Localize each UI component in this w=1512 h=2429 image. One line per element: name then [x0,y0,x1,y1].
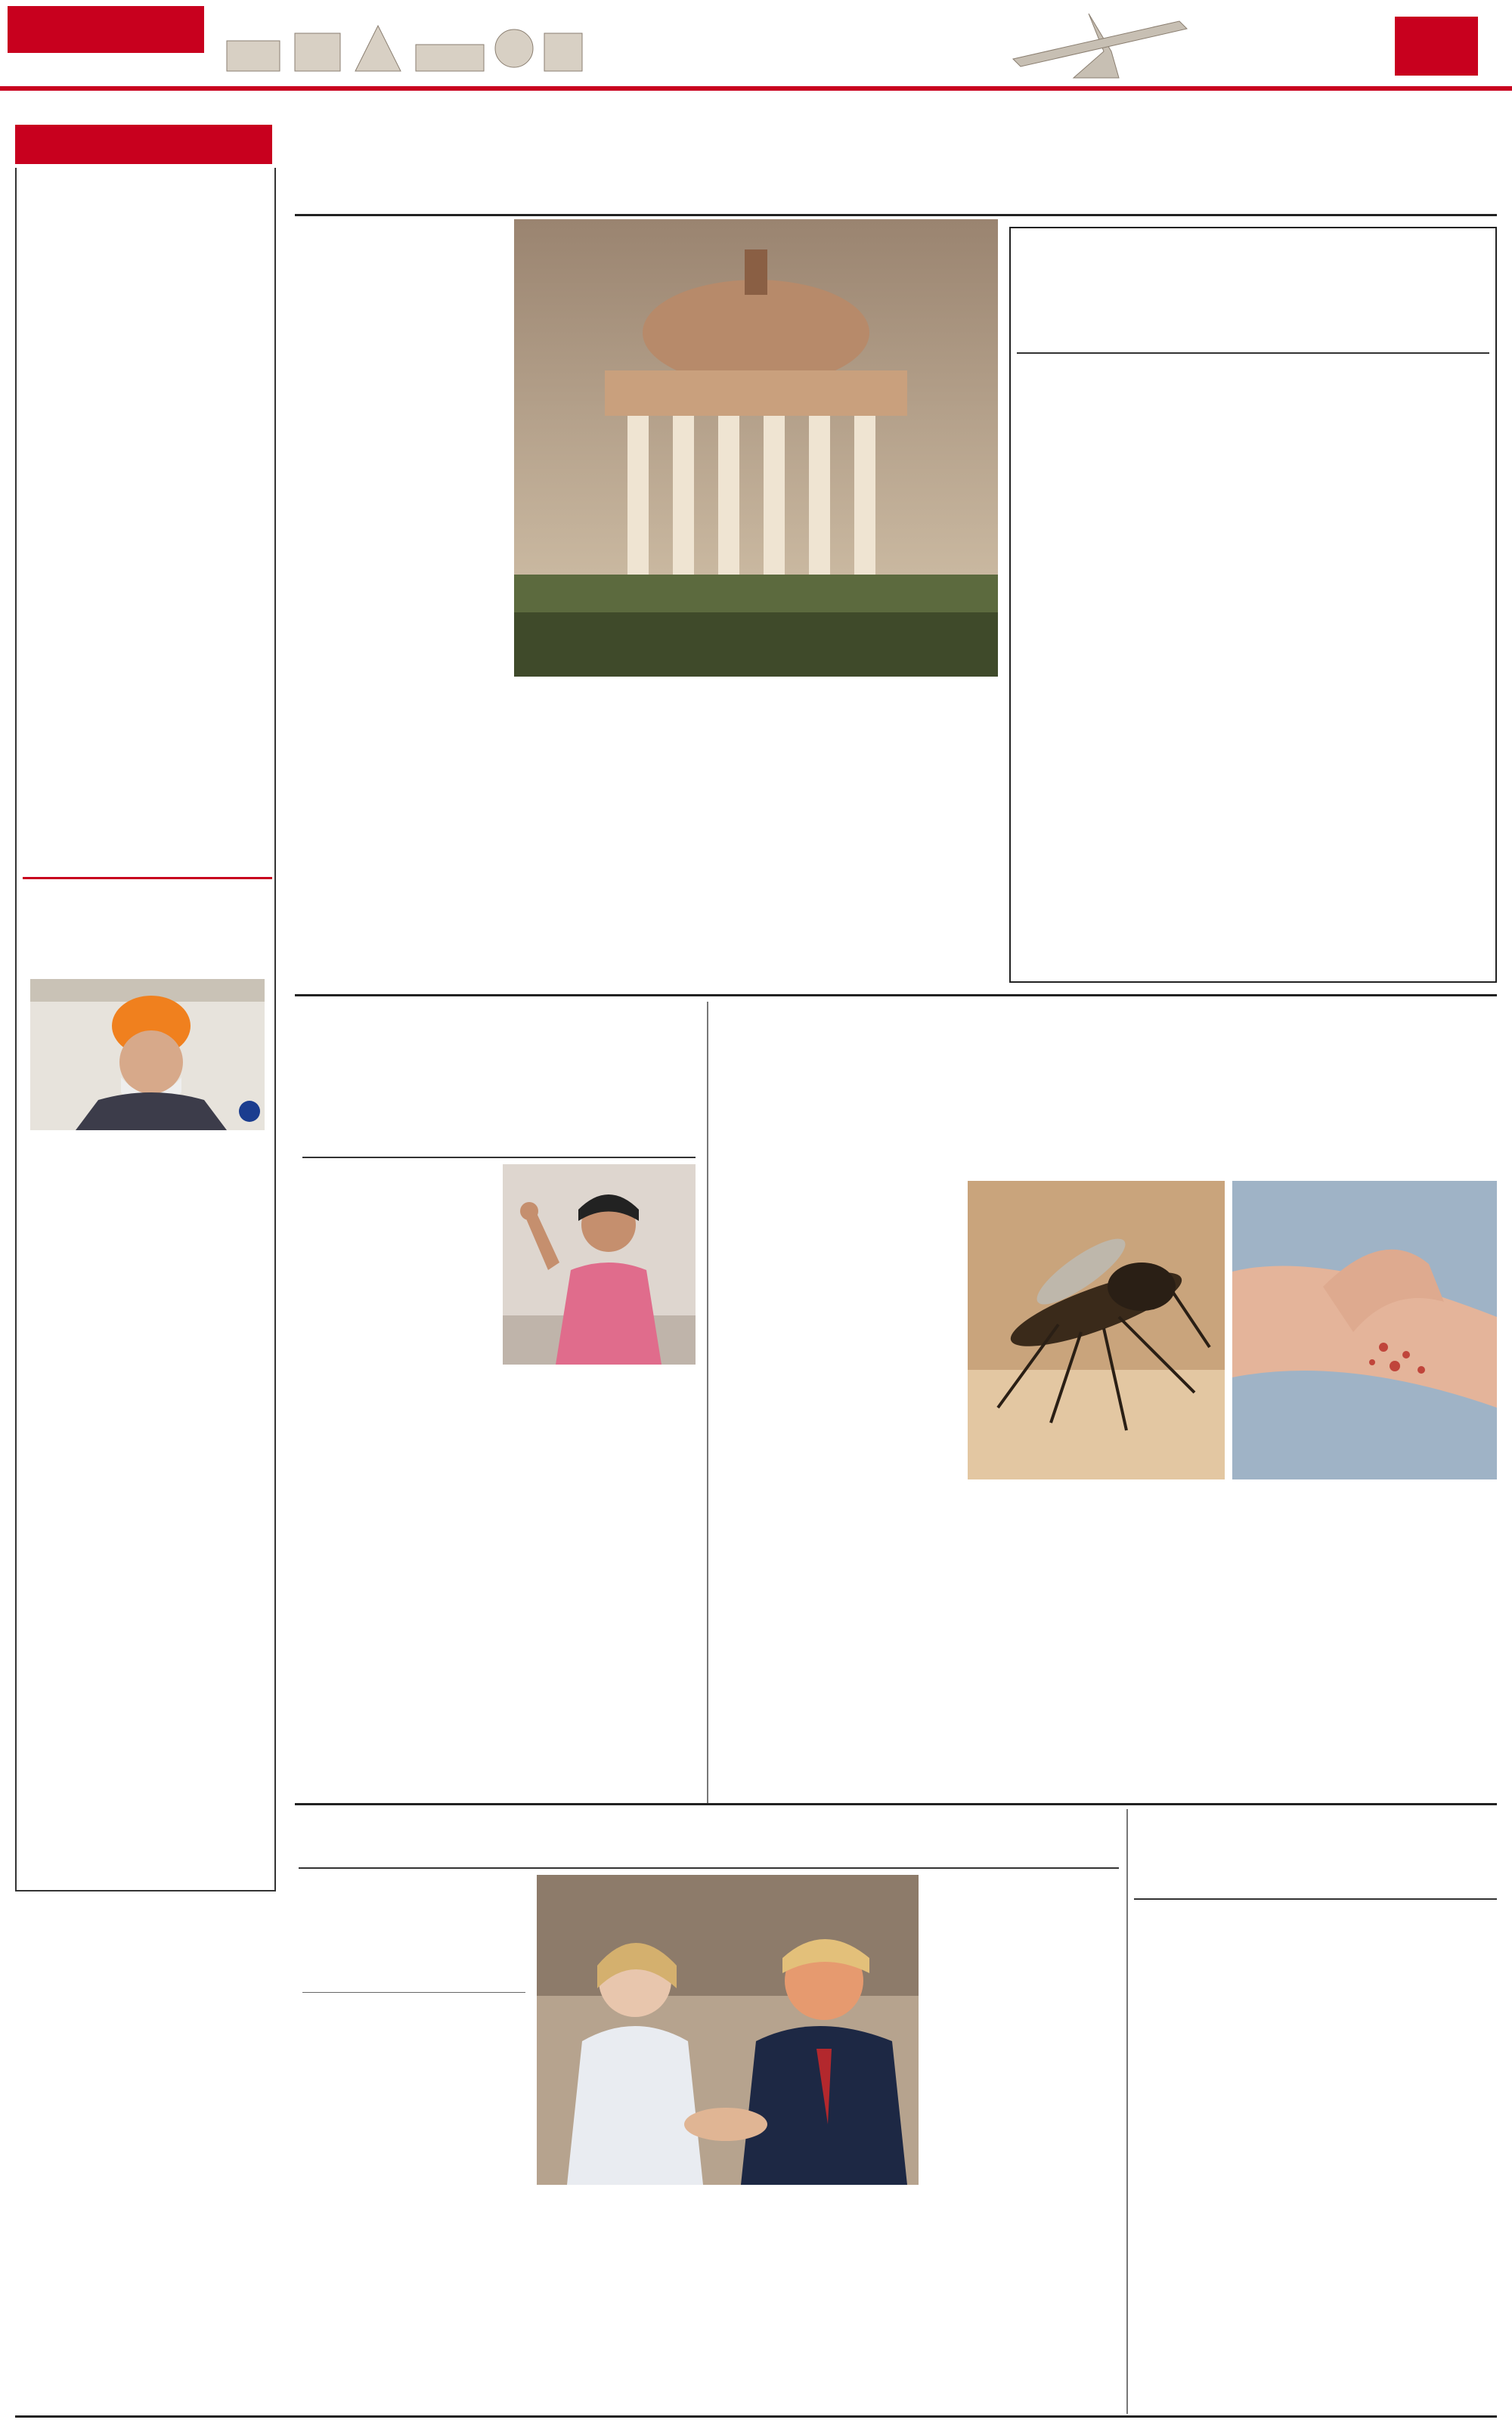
cm-photo [503,1164,696,1365]
lead-dateline [295,221,503,239]
dengue-col1 [714,1179,960,1792]
masthead-figure [862,6,1315,82]
masthead-decoration [212,11,635,79]
syria-divider [1126,1809,1128,2414]
paper-logo [8,6,204,53]
mid-rule [295,994,1497,996]
trade-col2 [537,2189,722,2415]
briefs-label [15,125,272,164]
dengue-headline [714,1002,1497,1176]
dengue-col2 [968,1483,1225,1792]
lower-rule [295,1803,1497,1805]
dengue-col3 [1232,1483,1497,1792]
soldier-rule [1017,352,1489,354]
soldier-col1 [1019,357,1250,977]
trump-vonderleyen-photo [537,1875,919,2185]
slum-rule [302,1157,696,1158]
slum-col1 [302,1162,495,1370]
trade-col4 [926,1875,1119,2415]
lead-col3 [760,684,998,983]
dengue-divider [707,1002,708,1803]
syria-col2 [1319,1905,1497,2415]
brief1-title [23,170,272,265]
slum-col2 [302,1372,696,1792]
section-title [665,8,847,76]
soldier-headline [1017,231,1489,352]
lead-col1 [295,240,503,985]
trade-kicker1 [302,1875,525,1988]
syria-headline [1134,1809,1497,1900]
trade-col3 [730,2189,919,2415]
brief2-body [23,1134,272,1890]
lead-rule [295,214,1497,216]
brief2-title [23,877,272,975]
rash-arm-photo [1232,1181,1497,1479]
trade-kicker2 [302,1992,525,2060]
page-number [1395,17,1478,76]
trade-col1 [302,2064,525,2412]
trade-headline [299,1809,1115,1866]
lead-headline [295,127,1497,210]
flight-top-rule [15,2415,1497,2418]
trade-rule [299,1867,1119,1869]
lead-col2 [514,684,748,983]
mosquito-photo [968,1181,1225,1479]
supreme-court-photo [514,219,998,677]
brief1-body [23,266,272,871]
soldier-col2 [1259,357,1489,977]
syria-col1 [1134,1905,1312,2415]
minister-photo [30,979,265,1130]
slum-headline [302,1002,696,1157]
